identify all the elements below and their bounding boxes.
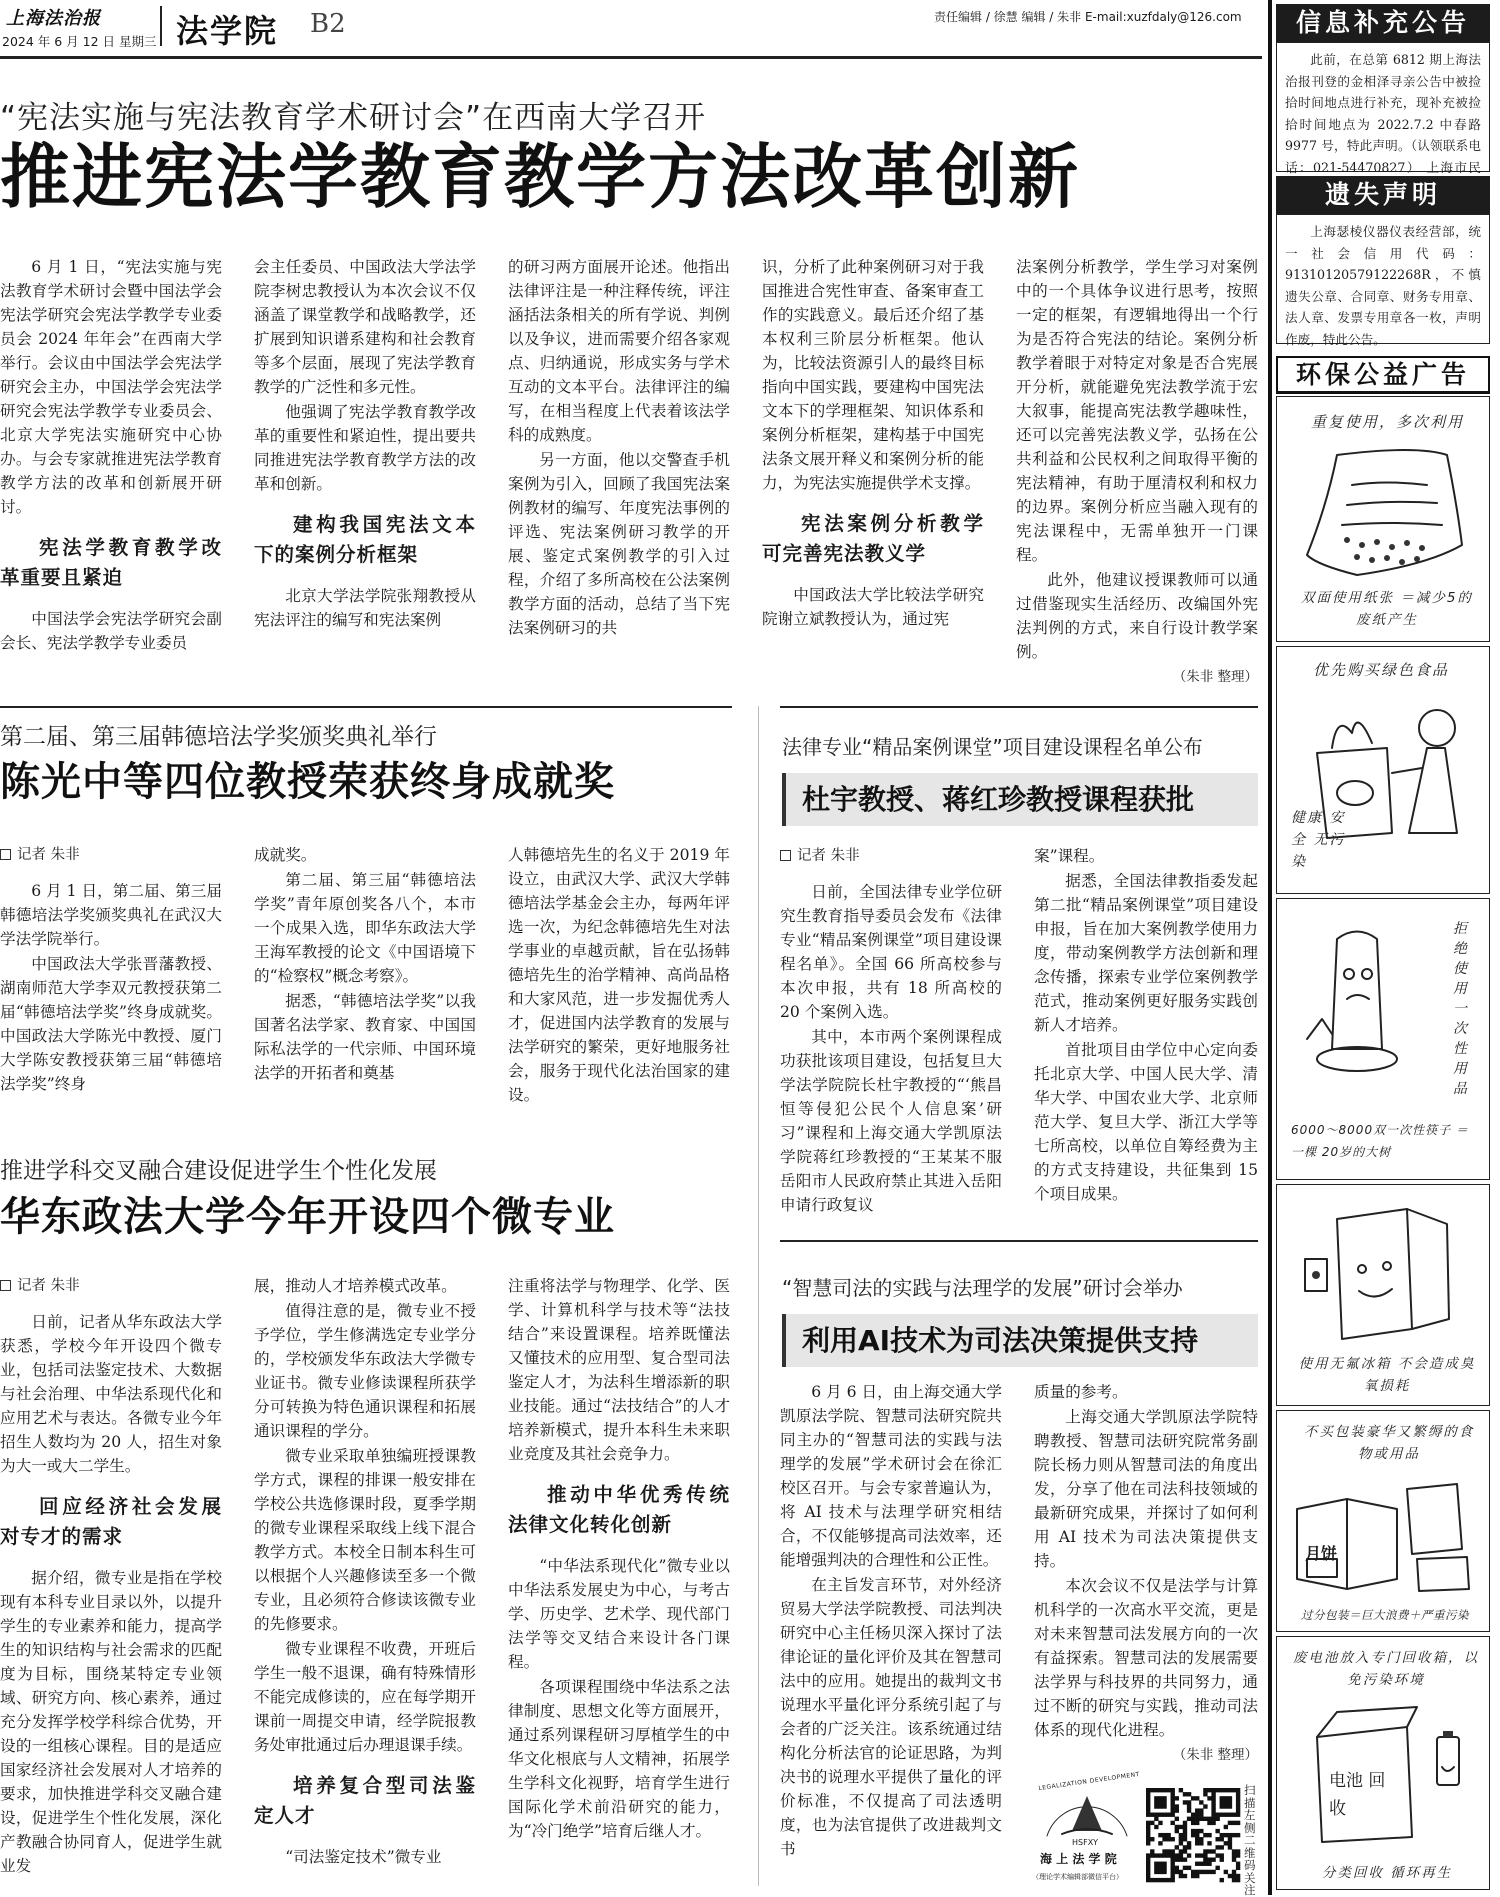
notice-body-box xyxy=(1276,42,1490,175)
school-logo xyxy=(1032,1770,1142,1892)
micro-subhead-3: 推动中华优秀传统法律文化转化创新 xyxy=(508,1483,730,1536)
section-name: 法学院 xyxy=(176,12,279,50)
eco-panel-food xyxy=(1276,646,1490,894)
panel1-bottom-text: 双面使用纸张 ＝减少5的废纸产生 xyxy=(1301,590,1473,628)
qr-code-graphic xyxy=(1146,1788,1240,1882)
ai-section-rule xyxy=(780,1240,1258,1242)
panel6-box-text: 电池 回收 xyxy=(1329,1771,1386,1819)
micro-paragraph: 值得注意的是，微专业不授予学位，学生修满选定专业学分的，学校颁发华东政法大学微专业证书。微专业修读课程所获学分可转换为特色通识课程和拓展通识课程的学分。 xyxy=(254,1302,476,1440)
ai-headline: 利用AI技术为司法决策提供支持 xyxy=(802,1324,1199,1357)
byline-box-icon xyxy=(0,849,11,860)
editors-line: 责任编辑 / 徐慧 编辑 / 朱非 E-mail:xuzfdaly@126.com xyxy=(934,10,1242,24)
paper-sheet-icon xyxy=(1297,445,1477,585)
lead-paragraph: 识，分析了此种案例研习对于我国推进合宪性审查、备案审查工作的实践意义。最后还介绍了基本权利三阶层分析框架。他认为，比较法资源引人的最终目标指向中国实践，要建构中国宪法文本下的学理框架、知识体系和案例分析框架，建构基于中国宪法条文展开释义和案例分析的能力，为宪法实施提供学术支撑。 xyxy=(762,258,984,492)
eco-panel-fridge xyxy=(1276,1184,1490,1406)
panel4-bottom-text: 使用无氟冰箱 不会造成臭氧损耗 xyxy=(1298,1356,1476,1394)
fridge-icon xyxy=(1297,1199,1477,1349)
award-paragraph: 第二届、第三届“韩德培法学奖”青年原创奖各八个，本市一个成果入选，即华东政法大学王海军教授的论文《中国语境下的“检察权”概念考察》。 xyxy=(254,871,476,985)
course-reporter: 记者 朱非 xyxy=(797,848,860,864)
course-byline xyxy=(780,844,1002,868)
micro-paragraph: 日前，记者从华东政法大学获悉，学校今年开设四个微专业，包括司法鉴定技术、大数据与社会治理、中华法系现代化和应用艺术与表达。各微专业今年招生人数均为 20 人，招生对象为大一或大二学生。 xyxy=(0,1313,222,1475)
logo-name: 海 上 法 学 院 xyxy=(1040,1852,1117,1866)
micro-column-2 xyxy=(254,1274,476,1889)
lost-body-box xyxy=(1276,214,1490,347)
masthead xyxy=(0,0,1262,56)
ai-signature: （朱非 整理） xyxy=(1172,1747,1258,1763)
course-column-1 xyxy=(780,844,1002,1234)
panel6-bottom-text: 分类回收 循环再生 xyxy=(1321,1865,1453,1881)
award-headline: 陈光中等四位教授荣获终身成就奖 xyxy=(0,758,615,805)
lead-headline: 推进宪法学教育教学方法改革创新 xyxy=(0,135,1080,218)
lead-subhead-1: 宪法学教育教学改革重要且紧迫 xyxy=(0,536,222,589)
micro-byline xyxy=(0,1274,222,1298)
lead-paragraph: 此外，他建议授课教师可以通过借鉴现实生活经历、改编国外宪法判例的方式，来自行设计教学案例。 xyxy=(1016,571,1258,661)
byline-box-icon xyxy=(780,850,791,861)
ai-paragraph: 6 月 6 日，由上海交通大学凯原法学院、智慧司法研究院共同主办的“智慧司法的实践与法理学的发展”学术研讨会在徐汇校区召开。与会专家普遍认为，将 AI 技术与法理学研究相结合，不仅能够提高司法效率，还能增强判决的合理性和公正性。 xyxy=(780,1383,1002,1569)
course-paragraph: 首批项目由学位中心定向委托北京大学、中国人民大学、清华大学、中国农业大学、北京师范大学、复旦大学、浙江大学等七所高校，以单位自筹经费为主的方式支持建设，共征集到 15 个项目成果。 xyxy=(1034,1041,1258,1203)
lead-paragraph: 的研习两方面展开论述。他指出法律评注是一种注释传统，评注涵括法条相关的所有学说、判例以及争议，进而需要介绍各家观点、归纳通说，形成实务与学术互动的文本平台。法律评注的编写，在相当程度上代表着该法学科的成熟度。 xyxy=(508,258,730,444)
micro-paragraph: 微专业采取单独编班授课教学方式，课程的排课一般安排在学校公共选修课时段，夏季学期的微专业课程采取线上线下混合教学方式。本校全日制本科生可以根据个人兴趣修读至多一个微专业，且必须符合修读该微专业的先修要求。 xyxy=(254,1447,476,1633)
award-column-3 xyxy=(508,843,730,1108)
award-paragraph: 人韩德培先生的名义于 2019 年设立，由武汉大学、武汉大学韩德培法学基金会主办，每两年评选一次，为纪念韩德培先生对法学事业的卓越贡献，旨在弘扬韩德培先生的治学精神、高尚品格和大家风范，进一步发掘优秀人才，促进国内法学教育的发展与法学研究的繁荣，更好地服务社会，服务于现代化法治国家的建设。 xyxy=(508,846,730,1104)
panel1-top-text: 重复使用，多次利用 xyxy=(1311,413,1465,431)
award-paragraph: 成就奖。 xyxy=(254,846,317,864)
award-paragraph: 中国政法大学张晋藩教授、湖南师范大学李双元教授获第二届“韩德培法学奖”终身成就奖。中国政法大学陈光中教授、厦门大学陈安教授获第三届“韩德培法学奖”终身 xyxy=(0,955,222,1093)
micro-paragraph: 注重将法学与物理学、化学、医学、计算机科学与技术等“法技结合”来设置课程。培养既懂法又懂技术的应用型、复合型司法鉴定人才，为法科生增添新的职业技能。通过“法技结合”的人才培养新模式，提升本科生未来职业竞度及其社会竞争力。 xyxy=(508,1277,730,1463)
panel5-box-text: 月饼 xyxy=(1305,1544,1338,1563)
micro-kicker: 推进学科交叉融合建设促进学生个性化发展 xyxy=(0,1158,437,1184)
paper-name: 上海法治报 xyxy=(6,8,101,29)
micro-paragraph: 微专业课程不收费，开班后学生一般不退课，确有特殊情形不能完成修读的，应在每学期开课前一周提交申请，经学院报教务处审批通过后办理退课手续。 xyxy=(254,1640,476,1754)
masthead-rule xyxy=(0,56,1262,59)
micro-column-3 xyxy=(508,1274,730,1889)
micro-headline: 华东政法大学今年开设四个微专业 xyxy=(0,1193,615,1240)
ad-title-text: 环保公益广告 xyxy=(1295,360,1470,389)
panel2-top-text: 优先购买绿色食品 xyxy=(1313,661,1450,679)
lead-column-5 xyxy=(1016,255,1258,685)
micro-subhead-2: 培养复合型司法鉴定人才 xyxy=(254,1774,476,1827)
course-paragraph: 案”课程。 xyxy=(1034,847,1105,865)
section-rule-right xyxy=(780,706,1258,708)
ai-column-2 xyxy=(1034,1380,1258,1765)
ad-title xyxy=(1276,356,1490,394)
micro-paragraph: “司法鉴定技术”微专业 xyxy=(285,1848,442,1866)
panel2-left-text: 健康 安全 无污染 xyxy=(1291,810,1346,870)
micro-paragraph: “中华法系现代化”微专业以中华法系发展史为中心，与考古学、历史学、艺术学、现代部门法学等交叉结合来设计各门课程。 xyxy=(508,1557,730,1671)
course-kicker: 法律专业“精品案例课堂”项目建设课程名单公布 xyxy=(782,735,1203,759)
lead-paragraph: 会主任委员、中国政法大学法学院李树忠教授认为本次会议不仅涵盖了课堂教学和战略教学，还扩展到知识谱系建构和社会教育等多个层面，展现了宪法学教育教学的广泛性和多元性。 xyxy=(254,258,476,396)
lead-signature: （朱非 整理） xyxy=(1172,669,1258,685)
panel5-top-text: 不买包装豪华又繁缛的食物或用品 xyxy=(1303,1424,1475,1462)
eco-panel-disposable xyxy=(1276,898,1490,1180)
byline-box-icon xyxy=(0,1280,11,1291)
qr-caption: 扫描左侧二维码关注 xyxy=(1244,1783,1256,1897)
ai-column-1 xyxy=(780,1380,1002,1888)
logo-arc-text: LEGALIZATION DEVELOPMENT xyxy=(1038,1770,1141,1793)
ai-kicker: “智慧司法的实践与法理学的发展”研讨会举办 xyxy=(782,1276,1183,1300)
award-byline xyxy=(0,843,222,867)
award-column-2 xyxy=(254,843,476,1108)
award-column-1 xyxy=(0,843,222,1108)
notice-body: 此前，在总第 6812 期上海法治报刊登的金相泽寻亲公告中被捡拾时间地点进行补充，现补充被捡拾时间地点为 2022.7.2 中春路 9977 号，特此声明。（认领联系电话：021-54470827） 上海市民 xyxy=(1285,52,1481,175)
lead-paragraph: 另一方面，他以交警查手机案例为引入，回顾了我国宪法案例教材的编写、年度宪法事例的评选、宪法案例研习教学的开展、鉴定式案例教学的引入过程，介绍了多所高校在公法案例教学方面的活动，总结了当下宪法案例研习的共 xyxy=(508,451,730,637)
page-number: B2 xyxy=(310,9,346,39)
tree-stump-icon xyxy=(1297,919,1427,1109)
lead-column-2 xyxy=(254,255,476,660)
ai-paragraph: 本次会议不仅是法学与计算机科学的一次高水平交流，更是对未来智慧司法发展方向的一次有益探索。智慧司法的发展需要法学界与科技界的共同努力，通过不断的研究与实践，推动司法体系的现代化进程。 xyxy=(1034,1577,1258,1739)
lead-paragraph: 6 月 1 日，“宪法实施与宪法教育学术研讨会暨中国法学会宪法学研究会宪法学教学专业委员会 2024 年年会”在西南大学举行。会议由中国法学会宪法学研究会主办，中国法学会宪法学研究会宪法学教学专业委员会、北京大学宪法实施研究中心协办。与会专家就推进宪法学教育教学方法的改革和创新展开研讨。 xyxy=(0,258,222,516)
lost-body: 上海瑟棱仪器仪表经营部，统一社会信用代码：91310120579122268R，不慎遗失公章、合同章、财务专用章、法人章、发票专用章各一枚，声明作废，特此公告。 xyxy=(1285,224,1481,347)
lead-subhead-3: 宪法案例分析教学可完善宪法教义学 xyxy=(762,512,984,565)
logo-tagline: （理论学术编辑部微信平台） xyxy=(1032,1873,1123,1881)
notice-title: 信息补充公告 xyxy=(1276,4,1490,42)
section-rule-left xyxy=(0,706,732,708)
lead-column-4 xyxy=(762,255,984,660)
award-reporter: 记者 朱非 xyxy=(17,847,80,863)
lead-kicker: “宪法实施与宪法教育学术研讨会”在西南大学召开 xyxy=(0,100,707,136)
lead-paragraph: 他强调了宪法学教育教学改革的重要性和紧迫性，提出要共同推进宪法学教育教学方法的改革和创新。 xyxy=(254,403,476,493)
panel5-bottom-text: 过分包装＝巨大浪费＋严重污染 xyxy=(1301,1608,1469,1622)
lead-paragraph: 北京大学法学院张翔教授从宪法评注的编写和宪法案例 xyxy=(254,587,476,629)
eco-panel-battery xyxy=(1276,1636,1490,1890)
eco-panel-paper xyxy=(1276,396,1490,642)
course-headline: 杜宇教授、蒋红珍教授课程获批 xyxy=(802,783,1195,816)
award-kicker: 第二届、第三届韩德培法学奖颁奖典礼举行 xyxy=(0,724,437,750)
eco-panel-packaging xyxy=(1276,1410,1490,1632)
lead-column-3 xyxy=(508,255,730,660)
lead-paragraph: 中国法学会宪法学研究会副会长、宪法学教学专业委员 xyxy=(0,610,222,652)
micro-subhead-1: 回应经济社会发展对专才的需求 xyxy=(0,1495,222,1548)
ai-paragraph: 质量的参考。 xyxy=(1034,1383,1128,1401)
lead-column-1 xyxy=(0,255,222,660)
panel3-right-text: 拒绝使用一次性用品 xyxy=(1453,921,1469,1097)
issue-date: 2024 年 6 月 12 日 星期三 xyxy=(2,34,157,49)
masthead-divider xyxy=(160,6,162,46)
ai-paragraph: 上海交通大学凯原法学院特聘教授、智慧司法研究院常务副院长杨力则从智慧司法的角度出发，分享了他在司法科技领域的最新研究成果，并探讨了如何利用 AI 技术为司法决策提供支持。 xyxy=(1034,1408,1258,1570)
lead-paragraph: 中国政法大学比较法学研究院谢立斌教授认为，通过宪 xyxy=(762,586,984,628)
gift-box-icon xyxy=(1287,1469,1477,1599)
award-paragraph: 据悉，“韩德培法学奖”以我国著名法学家、教育家、中国国际私法学的一代宗师、中国环境法学的开拓者和奠基 xyxy=(254,992,476,1082)
micro-paragraph: 展，推动人才培养模式改革。 xyxy=(254,1277,457,1295)
course-column-2 xyxy=(1034,844,1258,1234)
ai-headline-box xyxy=(782,1314,1258,1367)
micro-paragraph: 各项课程围绕中华法系之法律制度、思想文化等方面展开，通过系列课程研习厚植学生的中华文化根底与人文精神，拓展学生学科文化视野，培育学生进行国际化学术前沿研究的能力，为“冷门绝学”培育后继人才。 xyxy=(508,1678,730,1840)
lost-title: 遗失声明 xyxy=(1276,176,1490,214)
qr-code[interactable] xyxy=(1146,1788,1240,1882)
lead-paragraph: 法案例分析教学，学生学习对案例中的一个具体争议进行思考，按照一定的框架，有逻辑地得出一个行为是否符合宪法的结论。案例分析教学着眼于对特定对象是否合宪展开分析，就能避免宪法教学流于宏大叙事，能提高宪法教学趣味性，还可以完善宪法教义学，弘扬在公共利益和公民权利之间取得平衡的宪法精神，有助于厘清权利和权力的边界。案例分析应当融入现有的宪法课程中，无需单独开一门课程。 xyxy=(1016,258,1258,564)
panel6-top-text: 废电池放入专门回收箱，以免污染环境 xyxy=(1293,1650,1479,1688)
column-divider xyxy=(758,706,759,1886)
micro-reporter: 记者 朱非 xyxy=(17,1278,80,1294)
lead-subhead-2: 建构我国宪法文本下的案例分析框架 xyxy=(254,513,476,566)
course-headline-box xyxy=(782,773,1258,826)
course-paragraph: 其中，本市两个案例课程成功获批该项目建设，包括复旦大学法学院院长杜宇教授的“‘熊昌恒等侵犯公民个人信息案’研习”课程和上海交通大学凯原法学院蒋红珍教授的“王某某不服岳阳市人民政府禁止其进入岳阳申请行政复议 xyxy=(780,1028,1002,1214)
course-paragraph: 日前，全国法律专业学位研究生教育指导委员会发布《法律专业“精品案例课堂”项目建设课程名单》。全国 66 所高校参与本次申报，共有 18 所高校的 20 个案例入选。 xyxy=(780,883,1002,1021)
panel3-bottom-text: 6000～8000双一次性筷子 ＝一棵 20岁的大树 xyxy=(1291,1123,1469,1159)
course-paragraph: 据悉，全国法律教指委发起第二批“精品案例课堂”项目建设申报，旨在加大案例教学使用力度，带动案例教学方法创新和理念传播，探索专业学位案例教学范式，推动案例更好服务实践创新人才培养。 xyxy=(1034,872,1258,1034)
ai-paragraph: 在主旨发言环节，对外经济贸易大学法学院教授、司法判决研究中心主任杨贝深入探讨了法律论证的量化评价及其在智慧司法中的应用。她提出的裁判文书说理水平量化评分系统引起了与会者的广泛关注。该系统通过结构化分析法官的论证思路，为判决书的说理水平提供了量化的评价标准，不仅提高了司法透明度，也为法官提供了改进裁判文书 xyxy=(780,1576,1002,1858)
award-paragraph: 6 月 1 日，第二届、第三届韩德培法学奖颁奖典礼在武汉大学法学院举行。 xyxy=(0,882,222,948)
logo-abbr: HSFXY xyxy=(1072,1838,1099,1847)
micro-paragraph: 据介绍，微专业是指在学校现有本科专业目录以外，以提升学生的专业素养和能力，提高学生的知识结构与社会需求的匹配度为目标，围绕某特定专业领域、研究方向、核心素养，通过充分发挥学校学科综合优势，开设的一组核心课程。目的是适应国家经济社会发展对人才培养的要求，加快推进学科交叉融合建设，促进学生个性化发展，深化产教融合协同育人，促进学生就业发 xyxy=(0,1569,222,1875)
micro-column-1 xyxy=(0,1274,222,1889)
